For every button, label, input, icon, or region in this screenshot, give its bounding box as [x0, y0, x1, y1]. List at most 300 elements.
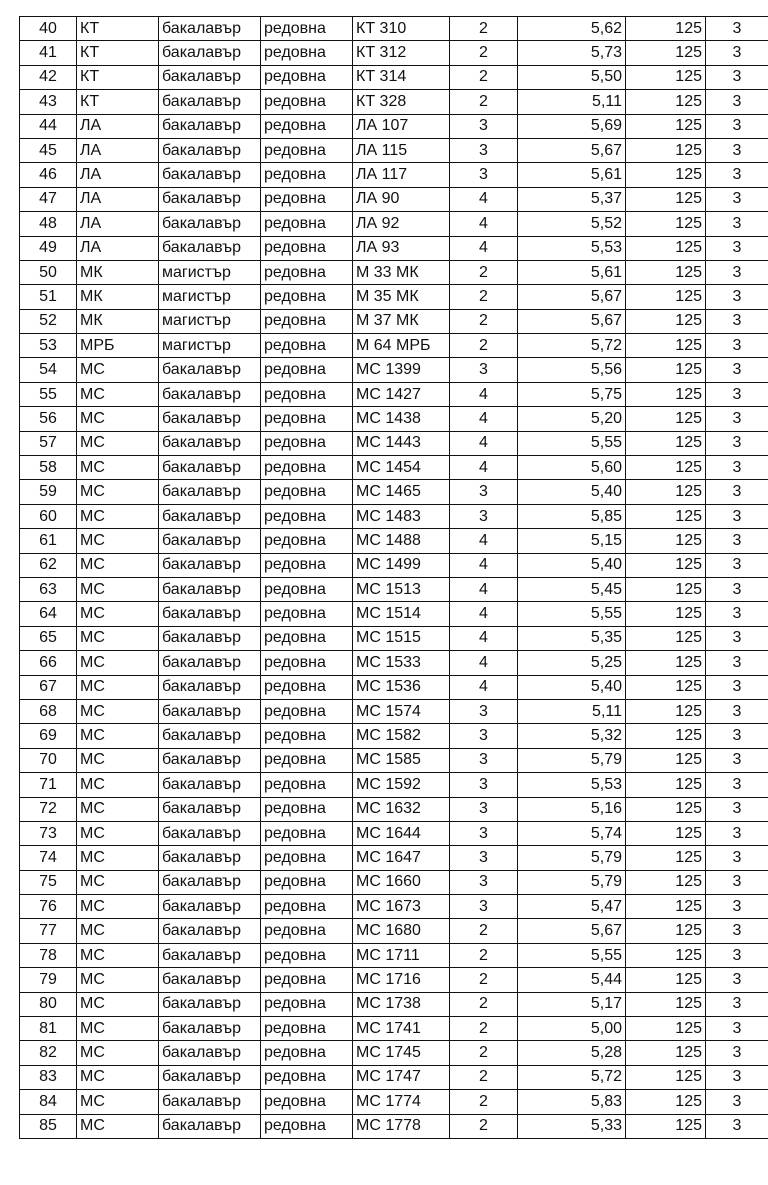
level-cell: 3 [706, 212, 768, 236]
value-cell: 125 [626, 431, 706, 455]
form-cell: редовна [261, 163, 353, 187]
degree-cell: бакалавър [159, 724, 261, 748]
degree-cell: бакалавър [159, 431, 261, 455]
value-cell: 125 [626, 163, 706, 187]
row-number-cell: 82 [20, 1041, 77, 1065]
degree-cell: бакалавър [159, 114, 261, 138]
value-cell: 125 [626, 236, 706, 260]
grade-cell: 5,32 [518, 724, 626, 748]
table-row [20, 358, 768, 382]
degree-cell: бакалавър [159, 358, 261, 382]
row-number-cell: 59 [20, 480, 77, 504]
code-cell: МС [77, 456, 159, 480]
row-number-cell: 66 [20, 651, 77, 675]
count-cell: 4 [450, 187, 518, 211]
row-number-cell: 44 [20, 114, 77, 138]
degree-cell: бакалавър [159, 17, 261, 41]
group-cell: МС 1778 [353, 1114, 450, 1138]
grade-cell: 5,47 [518, 895, 626, 919]
row-number-cell: 46 [20, 163, 77, 187]
value-cell: 125 [626, 358, 706, 382]
code-cell: КТ [77, 41, 159, 65]
form-cell: редовна [261, 943, 353, 967]
grade-cell: 5,28 [518, 1041, 626, 1065]
code-cell: МС [77, 846, 159, 870]
group-cell: МС 1488 [353, 529, 450, 553]
degree-cell: бакалавър [159, 65, 261, 89]
value-cell: 125 [626, 17, 706, 41]
group-cell: М 33 МК [353, 260, 450, 284]
value-cell: 125 [626, 1114, 706, 1138]
code-cell: МС [77, 699, 159, 723]
grade-cell: 5,61 [518, 260, 626, 284]
level-cell: 3 [706, 358, 768, 382]
code-cell: МС [77, 943, 159, 967]
count-cell: 2 [450, 334, 518, 358]
group-cell: ЛА 93 [353, 236, 450, 260]
group-cell: МС 1680 [353, 919, 450, 943]
group-cell: МС 1660 [353, 870, 450, 894]
table-body [20, 17, 768, 1139]
form-cell: редовна [261, 797, 353, 821]
code-cell: МС [77, 577, 159, 601]
form-cell: редовна [261, 1041, 353, 1065]
code-cell: МС [77, 748, 159, 772]
value-cell: 125 [626, 699, 706, 723]
row-number-cell: 64 [20, 602, 77, 626]
group-cell: М 35 МК [353, 285, 450, 309]
degree-cell: бакалавър [159, 846, 261, 870]
group-cell: МС 1738 [353, 992, 450, 1016]
table-row [20, 602, 768, 626]
row-number-cell: 58 [20, 456, 77, 480]
group-cell: М 64 МРБ [353, 334, 450, 358]
value-cell: 125 [626, 480, 706, 504]
table-row [20, 626, 768, 650]
group-cell: МС 1741 [353, 1017, 450, 1041]
group-cell: ЛА 115 [353, 138, 450, 162]
value-cell: 125 [626, 651, 706, 675]
group-cell: МС 1574 [353, 699, 450, 723]
count-cell: 2 [450, 1114, 518, 1138]
level-cell: 3 [706, 431, 768, 455]
code-cell: МС [77, 919, 159, 943]
code-cell: МС [77, 602, 159, 626]
value-cell: 125 [626, 504, 706, 528]
degree-cell: бакалавър [159, 651, 261, 675]
table-row [20, 480, 768, 504]
form-cell: редовна [261, 577, 353, 601]
form-cell: редовна [261, 968, 353, 992]
form-cell: редовна [261, 699, 353, 723]
degree-cell: бакалавър [159, 895, 261, 919]
row-number-cell: 75 [20, 870, 77, 894]
group-cell: ЛА 107 [353, 114, 450, 138]
code-cell: МРБ [77, 334, 159, 358]
form-cell: редовна [261, 334, 353, 358]
row-number-cell: 68 [20, 699, 77, 723]
form-cell: редовна [261, 114, 353, 138]
row-number-cell: 49 [20, 236, 77, 260]
value-cell: 125 [626, 285, 706, 309]
grade-cell: 5,55 [518, 943, 626, 967]
table-row [20, 919, 768, 943]
count-cell: 4 [450, 577, 518, 601]
row-number-cell: 57 [20, 431, 77, 455]
table-row [20, 748, 768, 772]
count-cell: 4 [450, 651, 518, 675]
code-cell: МС [77, 504, 159, 528]
level-cell: 3 [706, 577, 768, 601]
form-cell: редовна [261, 773, 353, 797]
degree-cell: бакалавър [159, 41, 261, 65]
grade-cell: 5,20 [518, 407, 626, 431]
group-cell: КТ 312 [353, 41, 450, 65]
group-cell: МС 1711 [353, 943, 450, 967]
degree-cell: бакалавър [159, 382, 261, 406]
group-cell: МС 1438 [353, 407, 450, 431]
grade-cell: 5,73 [518, 41, 626, 65]
level-cell: 3 [706, 992, 768, 1016]
form-cell: редовна [261, 1114, 353, 1138]
level-cell: 3 [706, 187, 768, 211]
table-row [20, 187, 768, 211]
count-cell: 2 [450, 17, 518, 41]
grade-cell: 5,15 [518, 529, 626, 553]
table-row [20, 724, 768, 748]
form-cell: редовна [261, 358, 353, 382]
code-cell: МС [77, 529, 159, 553]
value-cell: 125 [626, 65, 706, 89]
count-cell: 2 [450, 1090, 518, 1114]
code-cell: МК [77, 309, 159, 333]
row-number-cell: 45 [20, 138, 77, 162]
degree-cell: бакалавър [159, 407, 261, 431]
count-cell: 4 [450, 382, 518, 406]
value-cell: 125 [626, 212, 706, 236]
code-cell: МС [77, 1065, 159, 1089]
form-cell: редовна [261, 846, 353, 870]
form-cell: редовна [261, 309, 353, 333]
row-number-cell: 60 [20, 504, 77, 528]
count-cell: 2 [450, 1065, 518, 1089]
code-cell: МК [77, 285, 159, 309]
value-cell: 125 [626, 748, 706, 772]
value-cell: 125 [626, 309, 706, 333]
row-number-cell: 70 [20, 748, 77, 772]
count-cell: 2 [450, 260, 518, 284]
count-cell: 4 [450, 675, 518, 699]
grade-cell: 5,85 [518, 504, 626, 528]
table-row [20, 90, 768, 114]
table-row [20, 456, 768, 480]
grade-cell: 5,45 [518, 577, 626, 601]
row-number-cell: 47 [20, 187, 77, 211]
table-row [20, 870, 768, 894]
table-row [20, 675, 768, 699]
form-cell: редовна [261, 1017, 353, 1041]
grade-cell: 5,11 [518, 90, 626, 114]
table-row [20, 1114, 768, 1138]
count-cell: 4 [450, 456, 518, 480]
row-number-cell: 43 [20, 90, 77, 114]
row-number-cell: 61 [20, 529, 77, 553]
count-cell: 3 [450, 797, 518, 821]
count-cell: 3 [450, 724, 518, 748]
row-number-cell: 73 [20, 821, 77, 845]
form-cell: редовна [261, 260, 353, 284]
table-row [20, 797, 768, 821]
table-row [20, 504, 768, 528]
code-cell: МС [77, 992, 159, 1016]
row-number-cell: 81 [20, 1017, 77, 1041]
row-number-cell: 62 [20, 553, 77, 577]
group-cell: МС 1774 [353, 1090, 450, 1114]
level-cell: 3 [706, 285, 768, 309]
value-cell: 125 [626, 577, 706, 601]
table-row [20, 529, 768, 553]
group-cell: МС 1592 [353, 773, 450, 797]
table-row [20, 212, 768, 236]
level-cell: 3 [706, 968, 768, 992]
level-cell: 3 [706, 602, 768, 626]
degree-cell: бакалавър [159, 968, 261, 992]
row-number-cell: 51 [20, 285, 77, 309]
group-cell: МС 1533 [353, 651, 450, 675]
table-row [20, 1065, 768, 1089]
grade-cell: 5,33 [518, 1114, 626, 1138]
degree-cell: бакалавър [159, 797, 261, 821]
level-cell: 3 [706, 748, 768, 772]
value-cell: 125 [626, 407, 706, 431]
count-cell: 2 [450, 41, 518, 65]
form-cell: редовна [261, 529, 353, 553]
degree-cell: бакалавър [159, 529, 261, 553]
row-number-cell: 63 [20, 577, 77, 601]
grade-cell: 5,40 [518, 675, 626, 699]
row-number-cell: 69 [20, 724, 77, 748]
count-cell: 2 [450, 943, 518, 967]
grade-cell: 5,40 [518, 480, 626, 504]
code-cell: МС [77, 1017, 159, 1041]
form-cell: редовна [261, 382, 353, 406]
code-cell: МС [77, 382, 159, 406]
degree-cell: бакалавър [159, 553, 261, 577]
group-cell: МС 1399 [353, 358, 450, 382]
value-cell: 125 [626, 895, 706, 919]
form-cell: редовна [261, 456, 353, 480]
degree-cell: бакалавър [159, 992, 261, 1016]
form-cell: редовна [261, 602, 353, 626]
group-cell: МС 1443 [353, 431, 450, 455]
group-cell: МС 1454 [353, 456, 450, 480]
code-cell: МС [77, 773, 159, 797]
level-cell: 3 [706, 1114, 768, 1138]
code-cell: МС [77, 407, 159, 431]
value-cell: 125 [626, 675, 706, 699]
count-cell: 4 [450, 602, 518, 626]
degree-cell: бакалавър [159, 1114, 261, 1138]
value-cell: 125 [626, 1041, 706, 1065]
table-row [20, 114, 768, 138]
group-cell: МС 1536 [353, 675, 450, 699]
value-cell: 125 [626, 992, 706, 1016]
count-cell: 4 [450, 529, 518, 553]
grade-cell: 5,40 [518, 553, 626, 577]
grade-cell: 5,60 [518, 456, 626, 480]
form-cell: редовна [261, 65, 353, 89]
group-cell: МС 1465 [353, 480, 450, 504]
group-cell: КТ 328 [353, 90, 450, 114]
row-number-cell: 56 [20, 407, 77, 431]
table-row [20, 431, 768, 455]
level-cell: 3 [706, 529, 768, 553]
table-row [20, 1041, 768, 1065]
count-cell: 2 [450, 90, 518, 114]
form-cell: редовна [261, 138, 353, 162]
grade-cell: 5,55 [518, 602, 626, 626]
level-cell: 3 [706, 1041, 768, 1065]
code-cell: МС [77, 821, 159, 845]
count-cell: 4 [450, 407, 518, 431]
grade-cell: 5,72 [518, 1065, 626, 1089]
count-cell: 3 [450, 870, 518, 894]
table-row [20, 334, 768, 358]
grade-cell: 5,79 [518, 748, 626, 772]
count-cell: 4 [450, 431, 518, 455]
grade-cell: 5,72 [518, 334, 626, 358]
level-cell: 3 [706, 163, 768, 187]
count-cell: 3 [450, 163, 518, 187]
level-cell: 3 [706, 1090, 768, 1114]
value-cell: 125 [626, 553, 706, 577]
value-cell: 125 [626, 846, 706, 870]
count-cell: 3 [450, 138, 518, 162]
degree-cell: бакалавър [159, 163, 261, 187]
form-cell: редовна [261, 821, 353, 845]
group-cell: МС 1514 [353, 602, 450, 626]
degree-cell: бакалавър [159, 187, 261, 211]
code-cell: МК [77, 260, 159, 284]
grade-cell: 5,00 [518, 1017, 626, 1041]
code-cell: КТ [77, 17, 159, 41]
data-table [19, 16, 768, 1139]
value-cell: 125 [626, 529, 706, 553]
form-cell: редовна [261, 1090, 353, 1114]
grade-cell: 5,61 [518, 163, 626, 187]
form-cell: редовна [261, 870, 353, 894]
row-number-cell: 50 [20, 260, 77, 284]
row-number-cell: 48 [20, 212, 77, 236]
group-cell: МС 1745 [353, 1041, 450, 1065]
level-cell: 3 [706, 797, 768, 821]
grade-cell: 5,44 [518, 968, 626, 992]
group-cell: МС 1673 [353, 895, 450, 919]
level-cell: 3 [706, 334, 768, 358]
group-cell: ЛА 117 [353, 163, 450, 187]
count-cell: 3 [450, 846, 518, 870]
count-cell: 2 [450, 65, 518, 89]
row-number-cell: 53 [20, 334, 77, 358]
table-row [20, 407, 768, 431]
grade-cell: 5,50 [518, 65, 626, 89]
table-row [20, 943, 768, 967]
degree-cell: бакалавър [159, 504, 261, 528]
code-cell: МС [77, 553, 159, 577]
level-cell: 3 [706, 41, 768, 65]
level-cell: 3 [706, 895, 768, 919]
table-row [20, 1017, 768, 1041]
table-row [20, 382, 768, 406]
value-cell: 125 [626, 456, 706, 480]
table-row [20, 553, 768, 577]
grade-cell: 5,17 [518, 992, 626, 1016]
grade-cell: 5,67 [518, 309, 626, 333]
row-number-cell: 67 [20, 675, 77, 699]
count-cell: 3 [450, 773, 518, 797]
grade-cell: 5,79 [518, 870, 626, 894]
grade-cell: 5,79 [518, 846, 626, 870]
row-number-cell: 65 [20, 626, 77, 650]
count-cell: 2 [450, 919, 518, 943]
group-cell: КТ 310 [353, 17, 450, 41]
value-cell: 125 [626, 138, 706, 162]
count-cell: 2 [450, 309, 518, 333]
degree-cell: бакалавър [159, 602, 261, 626]
form-cell: редовна [261, 626, 353, 650]
code-cell: МС [77, 1090, 159, 1114]
row-number-cell: 41 [20, 41, 77, 65]
value-cell: 125 [626, 41, 706, 65]
value-cell: 125 [626, 90, 706, 114]
row-number-cell: 84 [20, 1090, 77, 1114]
code-cell: МС [77, 1041, 159, 1065]
value-cell: 125 [626, 724, 706, 748]
value-cell: 125 [626, 968, 706, 992]
code-cell: МС [77, 626, 159, 650]
grade-cell: 5,67 [518, 138, 626, 162]
value-cell: 125 [626, 870, 706, 894]
value-cell: 125 [626, 602, 706, 626]
grade-cell: 5,75 [518, 382, 626, 406]
table-row [20, 821, 768, 845]
table-row [20, 773, 768, 797]
table-row [20, 895, 768, 919]
value-cell: 125 [626, 1017, 706, 1041]
grade-cell: 5,11 [518, 699, 626, 723]
row-number-cell: 71 [20, 773, 77, 797]
count-cell: 3 [450, 748, 518, 772]
value-cell: 125 [626, 1090, 706, 1114]
count-cell: 2 [450, 1041, 518, 1065]
count-cell: 3 [450, 699, 518, 723]
group-cell: МС 1513 [353, 577, 450, 601]
count-cell: 3 [450, 895, 518, 919]
count-cell: 2 [450, 285, 518, 309]
table-row [20, 846, 768, 870]
value-cell: 125 [626, 187, 706, 211]
form-cell: редовна [261, 1065, 353, 1089]
form-cell: редовна [261, 504, 353, 528]
grade-cell: 5,37 [518, 187, 626, 211]
group-cell: МС 1515 [353, 626, 450, 650]
table-row [20, 577, 768, 601]
group-cell: МС 1747 [353, 1065, 450, 1089]
grade-cell: 5,53 [518, 236, 626, 260]
degree-cell: бакалавър [159, 773, 261, 797]
degree-cell: бакалавър [159, 456, 261, 480]
level-cell: 3 [706, 504, 768, 528]
